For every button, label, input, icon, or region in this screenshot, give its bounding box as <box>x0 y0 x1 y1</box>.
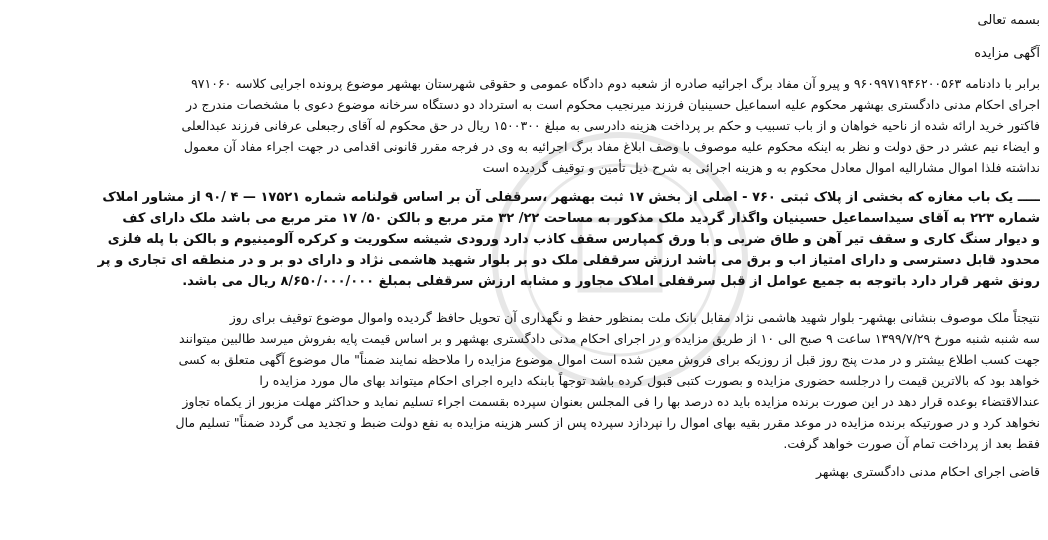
text-line: فقط بعد از پرداخت تمام آن صورت خواهد گرفت. <box>783 436 1040 451</box>
auction-notice <box>8 6 1040 540</box>
text-line: سه شنبه شنبه مورخ ۱۳۹۹/۷/۲۹ ساعت ۹ صبح الی ۱۰ از طریق مزایده و در اجرای احکام مدنی دادگستری بهشهر و بر اساس قیمت پایه بفروش میرسد طالبین میتوانند <box>179 331 1040 346</box>
text-line: رونق شهر قرار دارد باتوجه به جمیع عوامل از قبل سرقفلی املاک مجاور و مشابه ارزش سرقفلی بمبلغ ۸/۶۵۰/۰۰۰/۰۰۰ ریال می باشد. <box>182 274 1040 289</box>
text-line: نتیجتاً ملک موصوف بنشانی بهشهر- بلوار شهید هاشمی نژاد مقابل بانک ملت بمنظور حفظ و نگهداری آن تحویل حافظ گردیده واموال موضوع توقیف برای روز <box>229 310 1040 325</box>
text-line: و ایضاء نیم عشر در حق دولت و نظر به اینکه محکوم علیه موصوف با وصف ابلاغ مفاد برگ اجرائیه به وی در فرجه مقرر قانونی اقدامی در جهت اجراء مفاد آن معمول <box>183 139 1040 154</box>
text-line: جهت کسب اطلاع بیشتر و در مدت پنج روز قبل از روزیکه برای فروش معین شده است اموال موضوع مزایده را ملاحظه نمایند ضمناً" مال موضوع آگهی متعلق به کسی <box>178 352 1040 367</box>
text-line: اجرای احکام مدنی دادگستری بهشهر محکوم علیه اسماعیل حسینیان فرزند میرنجیب محکوم است به استرداد دو دستگاه سرخانه موضوع دعوی با مشخصات مندرج در <box>185 97 1040 112</box>
text-line: فاکتور خرید ارائه شده از ناحیه خواهان و از باب تسبیب و حکم بر پرداخت هزینه دادرسی به مبلغ ۱۵۰۰۳۰۰ ریال در حق محکوم له آقای رجبعلی عرفانی فرزند عبدالعلی <box>181 118 1040 133</box>
basmala: بسمه تعالی <box>977 13 1040 28</box>
text-line: شماره ۲۲۳ به آقای سیداسماعیل حسینیان واگذار گردید ملک مذکور به مساحت ۲۲/ ۳۲ متر مربع و بالکن ۵۰/ ۱۷ متر مربع می باشد ملک دارای کف <box>122 211 1040 226</box>
notice-title: آگهی مزایده <box>974 46 1040 61</box>
text-line: محدود قابل دسترسی و دارای امتیاز اب و برق می باشد ارزش سرقفلی ملک دو بر بلوار شهید هاشمی نژاد و دارای دو بر و در منطقه ای تجاری و پر <box>97 253 1040 268</box>
text-line: برابر با دادنامه ۹۶۰۹۹۷۱۹۴۶۲۰۰۵۶۳ و پیرو آن مفاد برگ اجرائیه صادره از شعبه دوم دادگاه عمومی و حقوقی شهرستان بهشهر موضوع پرونده اجرایی کلاسه ۹۷۱۰۶۰ <box>191 76 1040 91</box>
signature: قاضی اجرای احکام مدنی دادگستری بهشهر <box>815 464 1040 479</box>
text-line: و دیوار سنگ کاری و سقف تیر آهن و طاق ضربی و با ورق کمپارس سقف کاذب دارد ورودی شیشه سکوریت و کرکره آلومینیوم و بالکن با پله فلزی <box>107 232 1040 247</box>
text-line: ـــــ یک باب مغازه که بخشی از پلاک ثبتی ۷۶۰ - اصلی از بخش ۱۷ ثبت بهشهر ،سرقفلی آن بر اساس قولنامه شماره ۱۷۵۲۱ — ۴ /۹۰ از مشاور املاک <box>102 190 1040 205</box>
text-line: خواهد بود که بالاترین قیمت را درجلسه حضوری مزایده و بصورت کتبی قبول کرده باشد توجهاً بابنکه دایره اجرای احکام میتواند بهای مال مورد مزایده را <box>259 373 1040 388</box>
text-line: نخواهد کرد و در صورتیکه برنده مزایده در موعد مقرر بقیه بهای اموال را نپردازد سپرده پس از کسر هزینه مزایده به نفع دولت ضبط و تجدید می گردد ضمناً" تسلیم مال <box>175 415 1040 430</box>
text-line: نداشته فلذا اموال مشارالیه اموال معادل محکوم به و هزینه اجرائی به شرح ذیل تأمین و توقیف گردیده است <box>482 160 1040 175</box>
text-line: عندالاقتضاء بوعده قرار دهد در این صورت برنده مزایده باید ده درصد بها را فی المجلس بعنوان سپرده بقسمت اجراء تسلیم نماید و حداکثر مهلت مزبور از یکماه تجاوز <box>182 394 1040 409</box>
